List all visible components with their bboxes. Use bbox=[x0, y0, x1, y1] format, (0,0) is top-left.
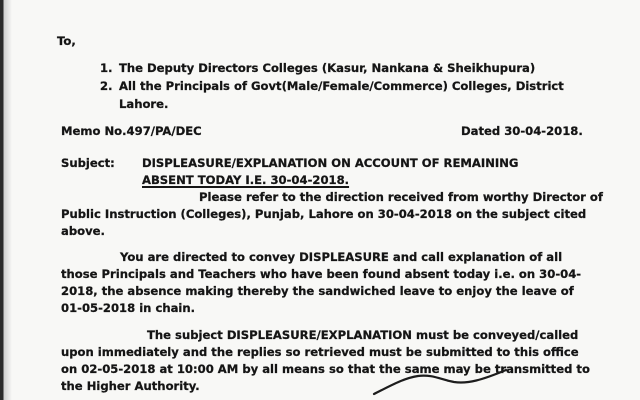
paragraph-3-line-2: upon immediately and the replies so retrieved must be submitted to this office bbox=[61, 345, 579, 359]
paragraph-2-emphasis: DISPLEASURE bbox=[299, 250, 389, 264]
recipient-2-text-cont: Lahore. bbox=[119, 97, 169, 111]
paragraph-2-line-3: 2018, the absence making thereby the sandwiched leave to enjoy the leave of bbox=[61, 284, 574, 298]
paragraph-3-line-1 bbox=[147, 328, 578, 342]
to-line: To, bbox=[57, 34, 76, 48]
paragraph-3-intro: The subject bbox=[147, 328, 227, 342]
page-edge-shadow bbox=[0, 0, 12, 400]
paragraph-1-line-3: above. bbox=[61, 224, 105, 238]
paragraph-3-rest: must be conveyed/called bbox=[412, 328, 579, 342]
paragraph-1-line-2: Public Instruction (Colleges), Punjab, Lahore on 30-04-2018 on the subject cited bbox=[61, 207, 587, 221]
paragraph-2-rest: and call explanation of all bbox=[388, 250, 563, 264]
paragraph-3-emphasis: DISPLEASURE/EXPLANATION bbox=[226, 328, 412, 342]
paragraph-2-intro: You are directed to convey bbox=[120, 250, 300, 264]
paragraph-3-line-4: the Higher Authority. bbox=[61, 379, 200, 393]
recipient-1-number: 1. bbox=[100, 61, 113, 75]
subject-line-1: DISPLEASURE/EXPLANATION ON ACCOUNT OF REMAINING bbox=[142, 156, 519, 170]
paragraph-2-line-2: those Principals and Teachers who have been found absent today i.e. on 30-04- bbox=[61, 267, 582, 281]
paragraph-2-line-4: 01-05-2018 in chain. bbox=[61, 301, 196, 315]
recipient-1-text: The Deputy Directors Colleges (Kasur, Nankana & Sheikhupura) bbox=[119, 61, 536, 75]
memo-number: Memo No.497/PA/DEC bbox=[61, 124, 202, 138]
paragraph-2-line-1 bbox=[120, 250, 562, 264]
paragraph-1-line-1: Please refer to the direction received from worthy Director of bbox=[199, 190, 603, 204]
subject-line-2: ABSENT TODAY I.E. 30-04-2018. bbox=[142, 173, 350, 187]
paragraph-3-line-3: on 02-05-2018 at 10:00 AM by all means so that the same may be transmitted to bbox=[61, 362, 590, 376]
recipient-2-text: All the Principals of Govt(Male/Female/Commerce) Colleges, District bbox=[119, 79, 564, 93]
subject-label: Subject: bbox=[61, 156, 115, 170]
recipient-2-number: 2. bbox=[100, 79, 113, 93]
signature-stroke bbox=[370, 360, 510, 400]
memo-date: Dated 30-04-2018. bbox=[461, 124, 583, 138]
